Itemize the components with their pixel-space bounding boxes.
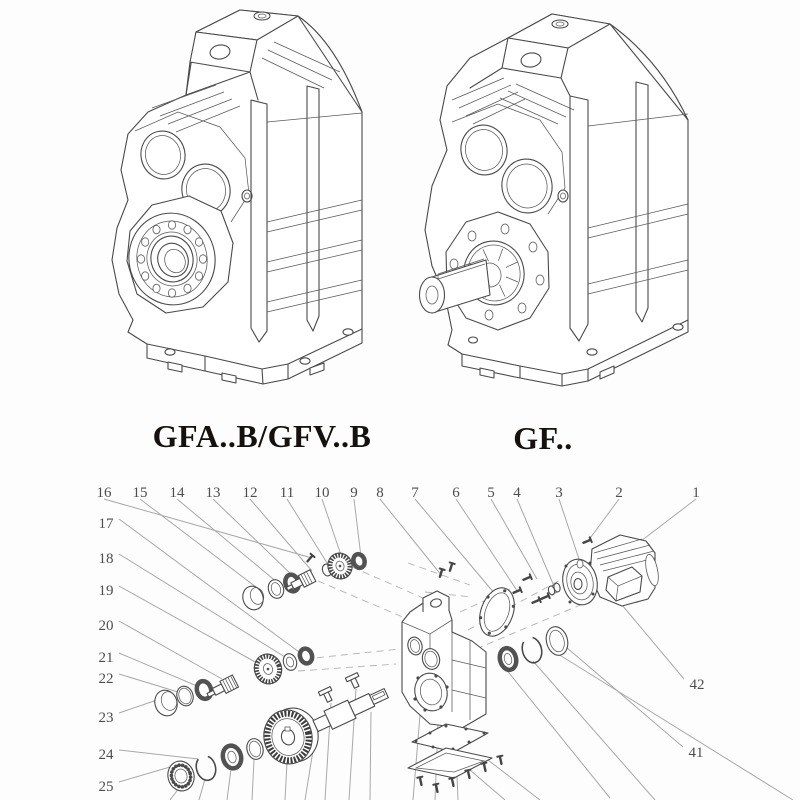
circlip (519, 635, 544, 665)
output-gear (259, 704, 323, 769)
oil-plug (318, 687, 335, 704)
leader-line-10 (322, 499, 343, 561)
leader-line-23 (119, 700, 157, 713)
callout-number-42: 42 (689, 677, 705, 693)
leader-line-9 (354, 499, 361, 557)
callout-number-9: 9 (350, 485, 358, 501)
callout-number-41: 41 (688, 745, 704, 761)
callout-number-12: 12 (242, 485, 258, 501)
set-bolt (306, 554, 315, 563)
leader-line-16 (104, 499, 312, 558)
callout-number-15: 15 (132, 485, 148, 501)
input-gear (325, 550, 356, 582)
cover-gasket (412, 724, 488, 752)
input-shaft-assembly (240, 550, 367, 613)
bearing (298, 647, 314, 665)
callout-number-21: 21 (98, 650, 114, 666)
callout-number-13: 13 (205, 485, 221, 501)
washer (281, 652, 299, 672)
callout-number-3: 3 (555, 485, 563, 501)
vent-plug (345, 673, 362, 690)
model-label-left: GFA..B/GFV..B (152, 418, 372, 454)
leader-line-11 (287, 499, 329, 566)
motor-shaft-stub (574, 579, 582, 590)
callout-number-11: 11 (279, 485, 295, 501)
callout-layer (97, 485, 705, 795)
keyway-notch (285, 727, 290, 731)
callout-number-6: 6 (452, 485, 460, 501)
output-bearing (497, 646, 518, 671)
exploded-view (97, 485, 794, 800)
callout-number-7: 7 (411, 485, 419, 501)
leader-line-25 (119, 767, 170, 782)
leader-line-12 (250, 499, 312, 571)
callout-number-19: 19 (98, 583, 114, 599)
callout-number-5: 5 (487, 485, 495, 501)
bearing (195, 679, 214, 700)
callout-number-25: 25 (98, 779, 114, 795)
callout-number-18: 18 (98, 551, 114, 567)
leader-line-42 (617, 599, 684, 679)
gear-unit-drawing-gfab (112, 10, 362, 384)
callout-number-14: 14 (169, 485, 185, 501)
washer (245, 737, 266, 761)
callout-number-23: 23 (98, 710, 114, 726)
intermediate-gear (251, 651, 286, 688)
callout-number-8: 8 (376, 485, 384, 501)
leader-line-15 (140, 499, 260, 590)
gear-unit-drawing-gf (420, 14, 689, 386)
leader-line-3 (559, 499, 580, 562)
leader-line-22 (119, 674, 178, 692)
callout-number-16: 16 (96, 485, 112, 501)
callout-number-17: 17 (98, 516, 114, 532)
lifting-hole-top (254, 12, 270, 20)
leader-line-13 (213, 499, 294, 577)
callout-number-20: 20 (98, 618, 114, 634)
callout-number-1: 1 (692, 485, 700, 501)
leader-line-5 (491, 499, 537, 579)
oil-seal (543, 624, 571, 657)
callout-number-10: 10 (314, 485, 330, 501)
callout-number-24: 24 (98, 747, 114, 763)
leader-line-14 (177, 499, 278, 583)
callout-number-2: 2 (615, 485, 623, 501)
motor (559, 535, 661, 608)
leader-line-24 (119, 750, 198, 759)
leader-line-4 (517, 499, 554, 586)
bearing (220, 744, 243, 771)
leader-line-6 (456, 499, 518, 592)
end-cap (240, 583, 266, 612)
circlip (194, 753, 219, 782)
bottom-cover-set (408, 724, 504, 792)
bearing (352, 553, 367, 570)
callout-number-4: 4 (513, 485, 521, 501)
leader-line-20 (119, 621, 222, 679)
ball-bearing (165, 758, 198, 794)
leader-line-41 (566, 647, 683, 747)
leader-line-1 (641, 499, 696, 541)
gearcase-housing (402, 591, 486, 728)
flange-washer (577, 560, 583, 568)
callout-number-22: 22 (98, 671, 114, 687)
model-label-right: GF.. (513, 420, 573, 456)
leader-line-19 (119, 586, 257, 663)
leader-line-2 (588, 499, 619, 541)
